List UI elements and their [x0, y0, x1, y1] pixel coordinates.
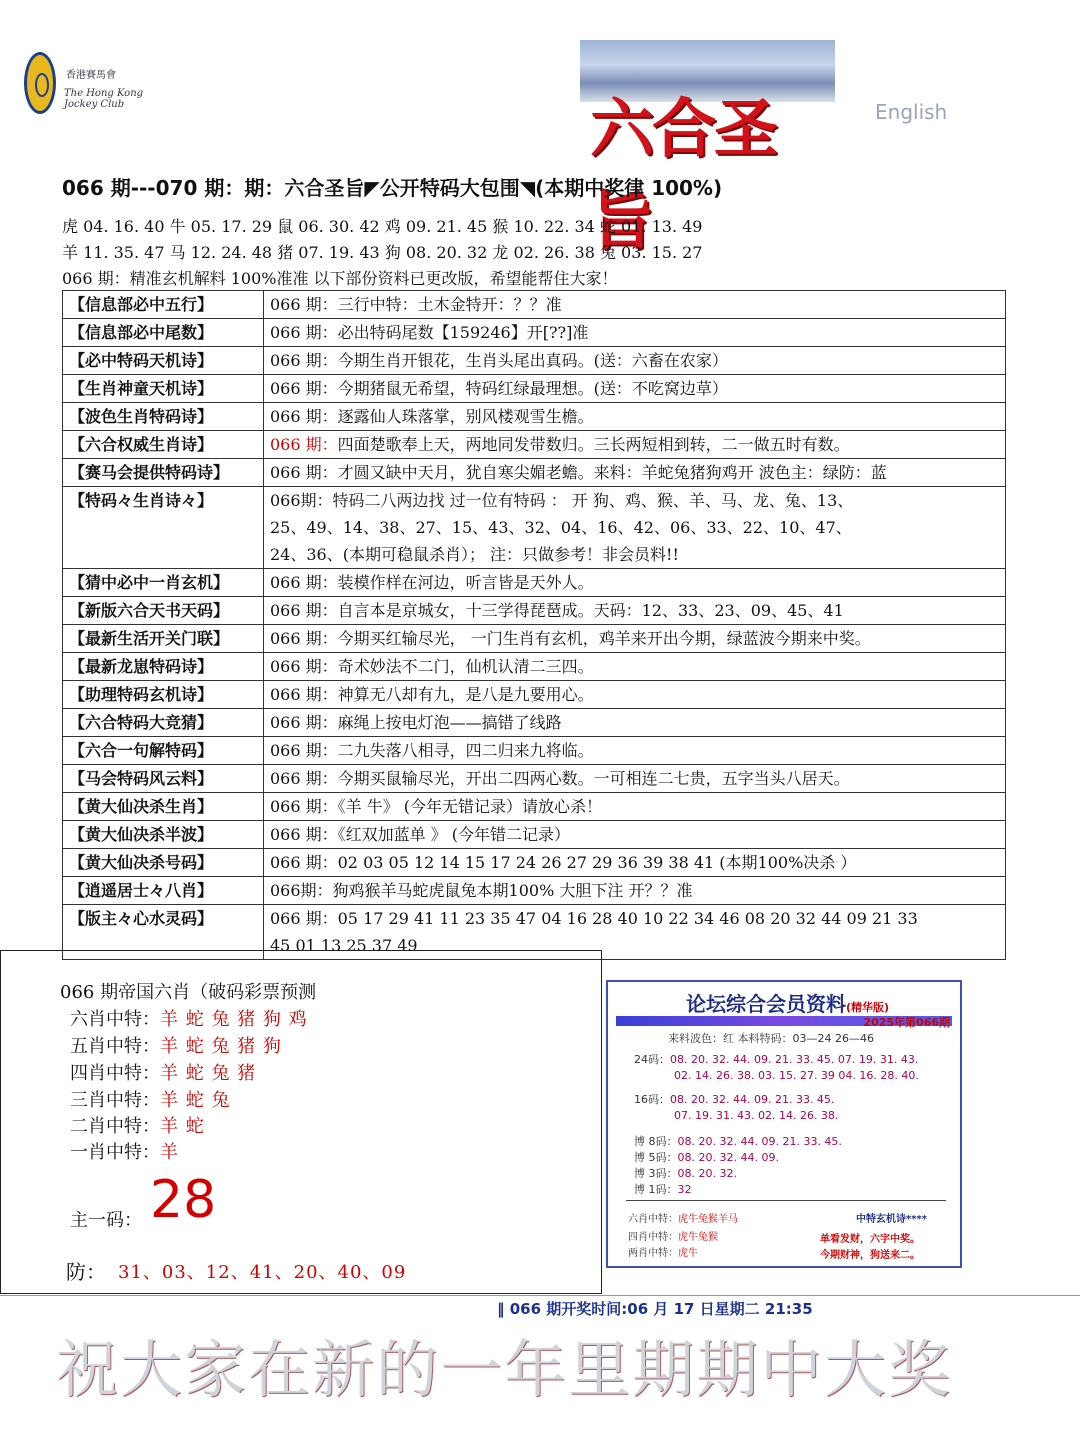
page-title: 066 期---070 期：期：六合圣旨◤公开特码大包围◥(本期中奖律 100%) — [62, 176, 723, 200]
zodiac-pick-items: 羊 蛇 兔 — [160, 1090, 231, 1111]
card-zodiac-items: 虎牛 — [678, 1248, 698, 1259]
main-code-number: 28 — [150, 1170, 217, 1230]
logo-cn-text: 香港賽馬會 — [66, 70, 116, 81]
table-row — [63, 347, 1006, 375]
row-text-line: 066 期：02 03 05 12 14 15 17 24 26 27 29 36 39 38 41 (本期100%决杀 ） — [270, 853, 857, 872]
zodiac-pick-items: 羊 蛇 兔 猪 狗 — [160, 1036, 282, 1057]
card-code-label: 博 8码： — [634, 1135, 678, 1148]
card-source-line: 来料波色：红 本料特码：03—24 26—46 — [668, 1032, 874, 1045]
row-text-line: 066 期：三行中特：土木金特开：？？准 — [270, 295, 562, 314]
row-text-line: 066 期：《羊 牛》 (今年无错记录）请放心杀！ — [270, 797, 603, 816]
table-row — [63, 877, 1006, 905]
zodiac-pick-row — [70, 1059, 256, 1085]
jockey-club-emblem-icon — [24, 52, 56, 114]
table-row — [63, 793, 1006, 821]
card-zodiac-row — [628, 1244, 698, 1259]
card-code-text: 07. 19. 31. 43. 02. 14. 26. 38. — [674, 1109, 839, 1122]
table-row — [63, 737, 1006, 765]
card-zodiac-row — [628, 1228, 718, 1243]
draw-time: ‖ 066 期开奖时间:06 月 17 日星期二 21:35 — [497, 1300, 813, 1318]
card-code-text: 08. 20. 32. 44. 09. — [677, 1151, 779, 1164]
row-value — [264, 821, 1006, 849]
row-value — [264, 681, 1006, 709]
card-code-block — [634, 1166, 737, 1182]
row-key: 【六合特码大竞猜】 — [63, 709, 264, 737]
row-value — [264, 597, 1006, 625]
card-code-label: 博 5码： — [634, 1151, 678, 1164]
row-text-line: 066 期：今期生肖开银花，生肖头尾出真码。(送：六畜在农家） — [270, 351, 728, 370]
zodiac-pick-items: 羊 — [160, 1142, 179, 1163]
row-key: 【黄大仙决杀号码】 — [63, 849, 264, 877]
row-key: 【生肖神童天机诗】 — [63, 375, 264, 403]
defense-numbers: 31、03、12、41、20、40、09 — [118, 1262, 407, 1283]
row-value — [264, 431, 1006, 459]
footer-divider — [0, 1295, 1080, 1296]
row-value — [264, 765, 1006, 793]
zodiac-pick-label: 一肖中特： — [70, 1142, 160, 1163]
row-value — [264, 709, 1006, 737]
card-code-block — [634, 1182, 692, 1198]
table-row — [63, 765, 1006, 793]
card-title-text: 论坛综合会员资料 — [686, 992, 846, 1016]
row-text-line: 066 期：奇术妙法不二门，仙机认清二三四。 — [270, 657, 594, 676]
row-key: 【波色生肖特码诗】 — [63, 403, 264, 431]
card-code-block — [634, 1052, 919, 1084]
card-zodiac-row — [628, 1210, 738, 1225]
row-key: 【六合一句解特码】 — [63, 737, 264, 765]
six-zodiac-title: 066 期帝国六肖（破码彩票预测 — [60, 982, 317, 1003]
table-row — [63, 709, 1006, 737]
row-text-line: 066 期：二九失落八相寻，四二归来九将临。 — [270, 741, 594, 760]
row-key: 【最新龙崽特码诗】 — [63, 653, 264, 681]
card-zodiac-items: 虎牛兔猴 — [678, 1232, 718, 1243]
zodiac-row: 虎 04. 16. 40 牛 05. 17. 29 鼠 06. 30. 42 鸡 09. 21. 45 猴 10. 22. 34 蛇 01. 13. 49 — [62, 217, 703, 236]
row-key: 【信息部必中尾数】 — [63, 319, 264, 347]
row-text-line: 066 期：自言本是京城女，十三学得琵琶成。天码：12、33、23、09、45、41 — [270, 601, 844, 620]
row-value — [264, 877, 1006, 905]
row-text-line: 066 期：逐露仙人珠落掌，别风楼观雪生檐。 — [270, 407, 594, 426]
zodiac-pick-label: 二肖中特： — [70, 1116, 160, 1137]
card-code-label: 24码： — [634, 1053, 670, 1066]
row-text-line: 24、36、(本期可稳鼠杀肖）； 注：只做参考！非会员料!! — [270, 545, 679, 564]
row-text-line: 25、49、14、38、27、15、43、32、04、16、42、06、33、22、10、47、 — [270, 518, 852, 537]
card-code-text: 08. 20. 32. — [677, 1167, 737, 1180]
zodiac-pick-label: 四肖中特： — [70, 1063, 160, 1084]
row-value — [264, 403, 1006, 431]
zodiac-pick-label: 六肖中特： — [70, 1009, 160, 1030]
card-code-label: 16码： — [634, 1093, 670, 1106]
row-text-line: 066 期：麻绳上按电灯泡——搞错了线路 — [270, 713, 562, 732]
row-text-line: 066 期：《红双加蓝单 》 (今年错二记录） — [270, 825, 571, 844]
table-row — [63, 375, 1006, 403]
row-text-line: 066 期：装模作样在河边，听言皆是天外人。 — [270, 573, 594, 592]
card-code-text: 02. 14. 26. 38. 03. 15. 27. 39 04. 16. 28. 40. — [674, 1069, 919, 1082]
row-key: 【黄大仙决杀生肖】 — [63, 793, 264, 821]
table-row — [63, 681, 1006, 709]
row-key: 【信息部必中五行】 — [63, 291, 264, 319]
card-zodiac-label: 四肖中特： — [628, 1232, 678, 1243]
row-text-line: 066 期：05 17 29 41 11 23 35 47 04 16 28 40 10 22 34 46 08 20 32 44 09 21 33 — [270, 909, 918, 928]
row-key: 【新版六合天书天码】 — [63, 597, 264, 625]
row-value — [264, 625, 1006, 653]
logo-en-text: The Hong Kong Jockey Club — [64, 88, 144, 110]
card-zodiac-items: 虎牛兔猴羊马 — [678, 1214, 738, 1225]
zodiac-pick-items: 羊 蛇 兔 猪 狗 鸡 — [160, 1009, 308, 1030]
zodiac-pick-label: 五肖中特： — [70, 1036, 160, 1057]
zodiac-pick-row — [70, 1005, 308, 1031]
row-text-line: 四面楚歌奉上天，两地同发带数归。三长两短相到转，二一做五时有数。 — [337, 435, 850, 454]
zodiac-pick-row — [70, 1138, 179, 1164]
row-value — [264, 793, 1006, 821]
table-row — [63, 569, 1006, 597]
row-key: 【版主々心水灵码】 — [63, 905, 264, 960]
member-data-card — [606, 980, 962, 1268]
card-zodiac-label: 两肖中特： — [628, 1248, 678, 1259]
row-text-line: 45 01 13 25 37 49 — [270, 936, 418, 955]
row-text-line: 066 期：今期买红输尽光， 一门生肖有玄机，鸡羊来开出今期，绿蓝波今期来中奖。 — [270, 629, 871, 648]
row-value — [264, 653, 1006, 681]
row-key: 【六合权威生肖诗】 — [63, 431, 264, 459]
row-key: 【黄大仙决杀半波】 — [63, 821, 264, 849]
english-link[interactable]: English — [875, 100, 948, 124]
zodiac-pick-label: 三肖中特： — [70, 1090, 160, 1111]
table-row — [63, 319, 1006, 347]
row-text-line: 066 期：必出特码尾数【159246】开[??]准 — [270, 323, 589, 342]
zodiac-pick-row — [70, 1032, 282, 1058]
row-value — [264, 737, 1006, 765]
card-divider — [626, 1200, 946, 1201]
zodiac-row: 羊 11. 35. 47 马 12. 24. 48 猪 07. 19. 43 狗 08. 20. 32 龙 02. 26. 38 兔 03. 15. 27 — [62, 243, 703, 262]
row-key: 【赛马会提供特码诗】 — [63, 459, 264, 487]
card-code-text: 08. 20. 32. 44. 09. 21. 33. 45. — [677, 1135, 842, 1148]
card-title — [686, 988, 889, 1017]
card-poem-title: 中特玄机诗**** — [856, 1214, 927, 1225]
zodiac-pick-items: 羊 蛇 — [160, 1116, 205, 1137]
row-text-line: 066期：狗鸡猴羊马蛇虎鼠兔本期100% 大胆下注 开？？准 — [270, 881, 693, 900]
card-issue: 2025年第066期 — [863, 1016, 950, 1029]
table-row — [63, 487, 1006, 569]
row-value — [264, 319, 1006, 347]
table-row — [63, 431, 1006, 459]
zodiac-pick-items: 羊 蛇 兔 猪 — [160, 1063, 257, 1084]
jockey-club-logo[interactable] — [22, 48, 172, 120]
row-key: 【马会特码风云料】 — [63, 765, 264, 793]
row-text-line: 066期：特码二八两边找 过一位有特码 ： 开 狗、鸡、猴、羊、马、龙、兔、13、 — [270, 491, 854, 510]
table-row — [63, 597, 1006, 625]
note-line: 066 期：精准玄机解料 100%准准 以下部份资料已更改版，希望能帮住大家！ — [62, 269, 618, 288]
table-row — [63, 459, 1006, 487]
row-key: 【猜中必中一肖玄机】 — [63, 569, 264, 597]
table-row — [63, 403, 1006, 431]
row-key: 【最新生活开关门联】 — [63, 625, 264, 653]
card-code-label: 博 1码： — [634, 1183, 678, 1196]
footer-slogan: 祝大家在新的一年里期期中大奖 — [56, 1333, 953, 1406]
row-value — [264, 849, 1006, 877]
card-code-block — [634, 1092, 838, 1124]
table-row — [63, 653, 1006, 681]
card-code-text: 32 — [677, 1183, 692, 1196]
row-text-line: 066 期：今期买鼠输尽光，开出二四两心数。一可相连二七贵，五字当头八居天。 — [270, 769, 850, 788]
row-value — [264, 459, 1006, 487]
row-text-line: 066 期：才圆又缺中天月，犹自寒尖媚老蟾。来料：羊蛇兔猪狗鸡开 波色主：绿防：蓝 — [270, 463, 887, 482]
table-row — [63, 291, 1006, 319]
row-value — [264, 347, 1006, 375]
card-code-label: 博 3码： — [634, 1167, 678, 1180]
row-value — [264, 375, 1006, 403]
row-text-line: 066 期：今期猪鼠无希望，特码红绿最理想。(送：不吃窝边草） — [270, 379, 728, 398]
card-code-text: 08. 20. 32. 44. 09. 21. 33. 45. 07. 19. 31. 43. — [670, 1053, 919, 1066]
row-value — [264, 569, 1006, 597]
prediction-table — [62, 290, 1006, 960]
row-key: 【必中特码天机诗】 — [63, 347, 264, 375]
row-issue-prefix: 066 期： — [270, 435, 338, 454]
card-code-block — [634, 1134, 842, 1150]
main-code-label: 主一码： — [70, 1210, 142, 1231]
card-code-text: 08. 20. 32. 44. 09. 21. 33. 45. — [670, 1093, 835, 1106]
card-zodiac-label: 六肖中特： — [628, 1214, 678, 1225]
row-key: 【助理特码玄机诗】 — [63, 681, 264, 709]
zodiac-pick-row — [70, 1112, 205, 1138]
banner — [580, 40, 835, 259]
table-row — [63, 849, 1006, 877]
row-value — [264, 291, 1006, 319]
table-row — [63, 821, 1006, 849]
banner-title: 六合圣旨 — [590, 92, 776, 259]
zodiac-pick-row — [70, 1086, 230, 1112]
row-value — [264, 487, 1006, 569]
row-key: 【特码々生肖诗々】 — [63, 487, 264, 569]
row-text-line: 066 期：神算无八却有九，是八是九要用心。 — [270, 685, 594, 704]
card-poem-line: 单看发财，六字中奖。 — [820, 1234, 920, 1245]
card-edition: (精华版) — [846, 1001, 890, 1014]
card-poem-line: 今期财神，狗送来二。 — [820, 1250, 920, 1261]
table-row — [63, 625, 1006, 653]
defense-label: 防： — [66, 1260, 106, 1284]
row-key: 【逍遥居士々八肖】 — [63, 877, 264, 905]
card-code-block — [634, 1150, 779, 1166]
